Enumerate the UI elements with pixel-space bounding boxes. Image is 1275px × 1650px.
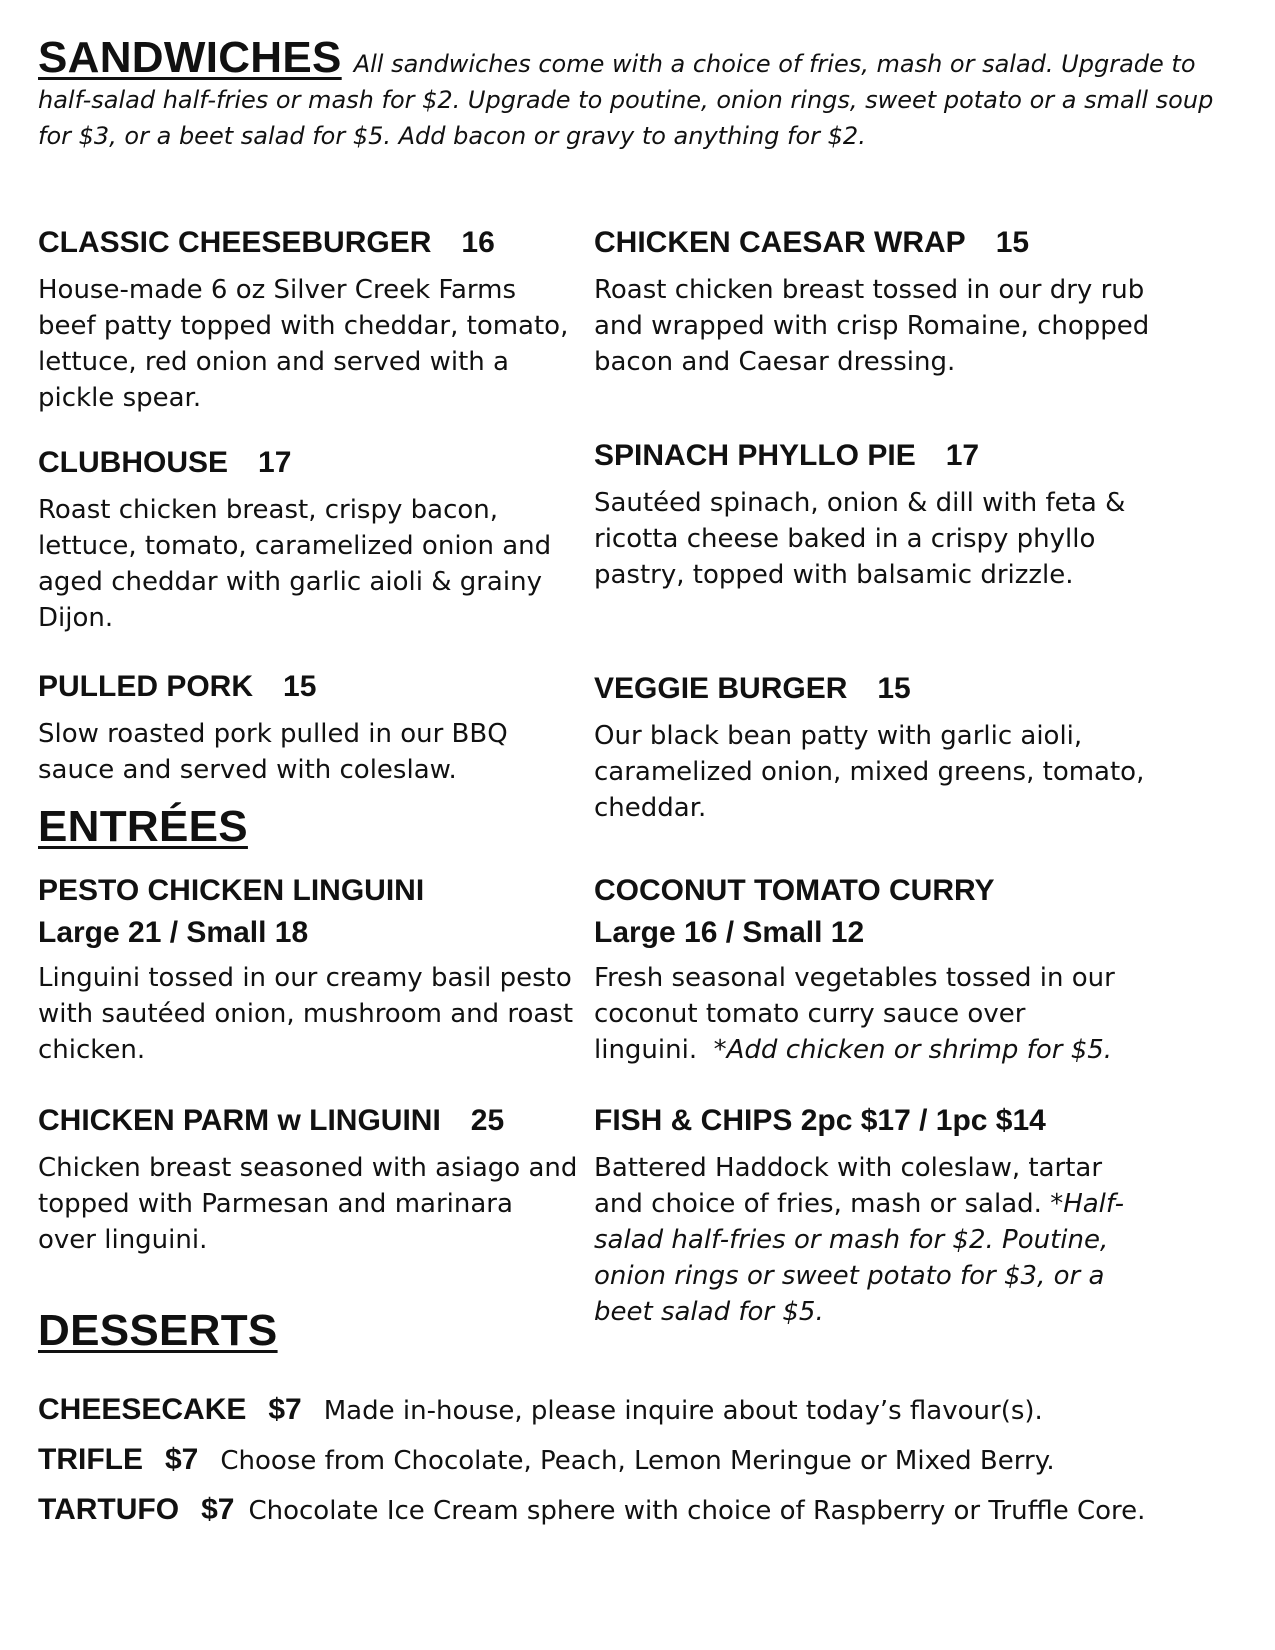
item-name: PESTO CHICKEN LINGUINI xyxy=(38,874,425,907)
item-description: Slow roasted pork pulled in our BBQ sauce and served with coleslaw. xyxy=(38,719,508,785)
entrees-title: ENTRÉES xyxy=(38,802,248,851)
item-note: *Add chicken or shrimp for $5. xyxy=(713,1035,1113,1065)
item-description: Our black bean patty with garlic aioli, caramelized onion, mixed greens, tomato, cheddar. xyxy=(594,721,1145,823)
menu-item-coconut-tomato-curry xyxy=(594,870,1194,1068)
menu-item-chicken-parm-linguini xyxy=(38,1100,578,1258)
menu-item-spinach-phyllo-pie xyxy=(594,435,1194,593)
item-name: COCONUT TOMATO CURRY xyxy=(594,874,995,907)
item-name: CHICKEN CAESAR WRAP xyxy=(594,226,966,259)
dessert-description: Made in-house, please inquire about today’s flavour(s). xyxy=(323,1396,1043,1426)
item-price: 15 xyxy=(283,670,317,703)
item-name: CHICKEN PARM w LINGUINI xyxy=(38,1104,441,1137)
item-description: House-made 6 oz Silver Creek Farms beef patty topped with cheddar, tomato, lettuce, red onion and served with a pickle spear. xyxy=(38,275,569,413)
item-description: Roast chicken breast, crispy bacon, lettuce, tomato, caramelized onion and aged cheddar with garlic aioli & grainy Dijon. xyxy=(38,495,552,633)
dessert-name: CHEESECAKE xyxy=(38,1393,247,1426)
item-price: 15 xyxy=(995,226,1030,259)
menu-item-pesto-chicken-linguini xyxy=(38,870,578,1068)
item-description: Battered Haddock with coleslaw, tartar and choice of fries, mash or salad. xyxy=(594,1153,1103,1219)
sandwiches-intro xyxy=(38,33,1218,154)
menu-item-chicken-caesar-wrap xyxy=(594,222,1194,380)
dessert-price: $7 xyxy=(268,1393,302,1426)
item-price: Large 16 / Small 12 xyxy=(594,916,865,949)
item-description: Chicken breast seasoned with asiago and topped with Parmesan and marinara over linguini. xyxy=(38,1153,578,1255)
dessert-name: TARTUFO xyxy=(38,1493,180,1526)
menu-item-pulled-pork xyxy=(38,666,578,788)
item-name: FISH & CHIPS 2pc $17 / 1pc $14 xyxy=(594,1104,1046,1137)
item-description: Sautéed spinach, onion & dill with feta & ricotta cheese baked in a crispy phyllo pastry, topped with balsamic drizzle. xyxy=(594,488,1126,590)
dessert-row-trifle xyxy=(38,1442,1055,1479)
item-price: 17 xyxy=(945,439,980,472)
desserts-title: DESSERTS xyxy=(38,1306,278,1355)
item-name: CLASSIC CHEESEBURGER xyxy=(38,226,432,259)
item-price: Large 21 / Small 18 xyxy=(38,916,309,949)
dessert-description: Choose from Chocolate, Peach, Lemon Meringue or Mixed Berry. xyxy=(220,1446,1055,1476)
item-price: 15 xyxy=(877,672,911,705)
item-description: Linguini tossed in our creamy basil pesto with sautéed onion, mushroom and roast chicken. xyxy=(38,963,574,1065)
item-name: PULLED PORK xyxy=(38,670,254,703)
dessert-row-tartufo xyxy=(38,1492,1145,1529)
sandwiches-intro-text: All sandwiches come with a choice of fries, mash or salad. Upgrade to half-salad half-fries or mash for $2. Upgrade to poutine, onion rings, sweet potato or a small soup for $3, or a beet salad for $5. Add bacon or gravy to anything for $2. xyxy=(38,50,1214,150)
dessert-price: $7 xyxy=(165,1443,199,1476)
item-description: Roast chicken breast tossed in our dry rub and wrapped with crisp Romaine, chopped bacon and Caesar dressing. xyxy=(594,275,1150,377)
item-price: 25 xyxy=(470,1104,505,1137)
menu-item-fish-and-chips xyxy=(594,1100,1154,1330)
sandwiches-title: SANDWICHES xyxy=(38,33,342,82)
dessert-name: TRIFLE xyxy=(38,1443,143,1476)
item-note: *Half-salad half-fries or mash for $2. Poutine, onion rings or sweet potato for $3, or a beet salad for $5. xyxy=(594,1189,1124,1327)
menu-item-veggie-burger xyxy=(594,668,1194,826)
item-price: 17 xyxy=(258,446,292,479)
dessert-price: $7 xyxy=(201,1493,235,1526)
dessert-row-cheesecake xyxy=(38,1392,1043,1429)
item-name: CLUBHOUSE xyxy=(38,446,229,479)
dessert-description: Chocolate Ice Cream sphere with choice of Raspberry or Truffle Core. xyxy=(248,1496,1146,1526)
item-description: Fresh seasonal vegetables tossed in our coconut tomato curry sauce over linguini. xyxy=(594,963,1115,1065)
item-name: SPINACH PHYLLO PIE xyxy=(594,439,916,472)
item-price: 16 xyxy=(461,226,495,259)
menu-item-classic-cheeseburger xyxy=(38,222,578,416)
item-name: VEGGIE BURGER xyxy=(594,672,848,705)
menu-item-clubhouse xyxy=(38,442,578,636)
